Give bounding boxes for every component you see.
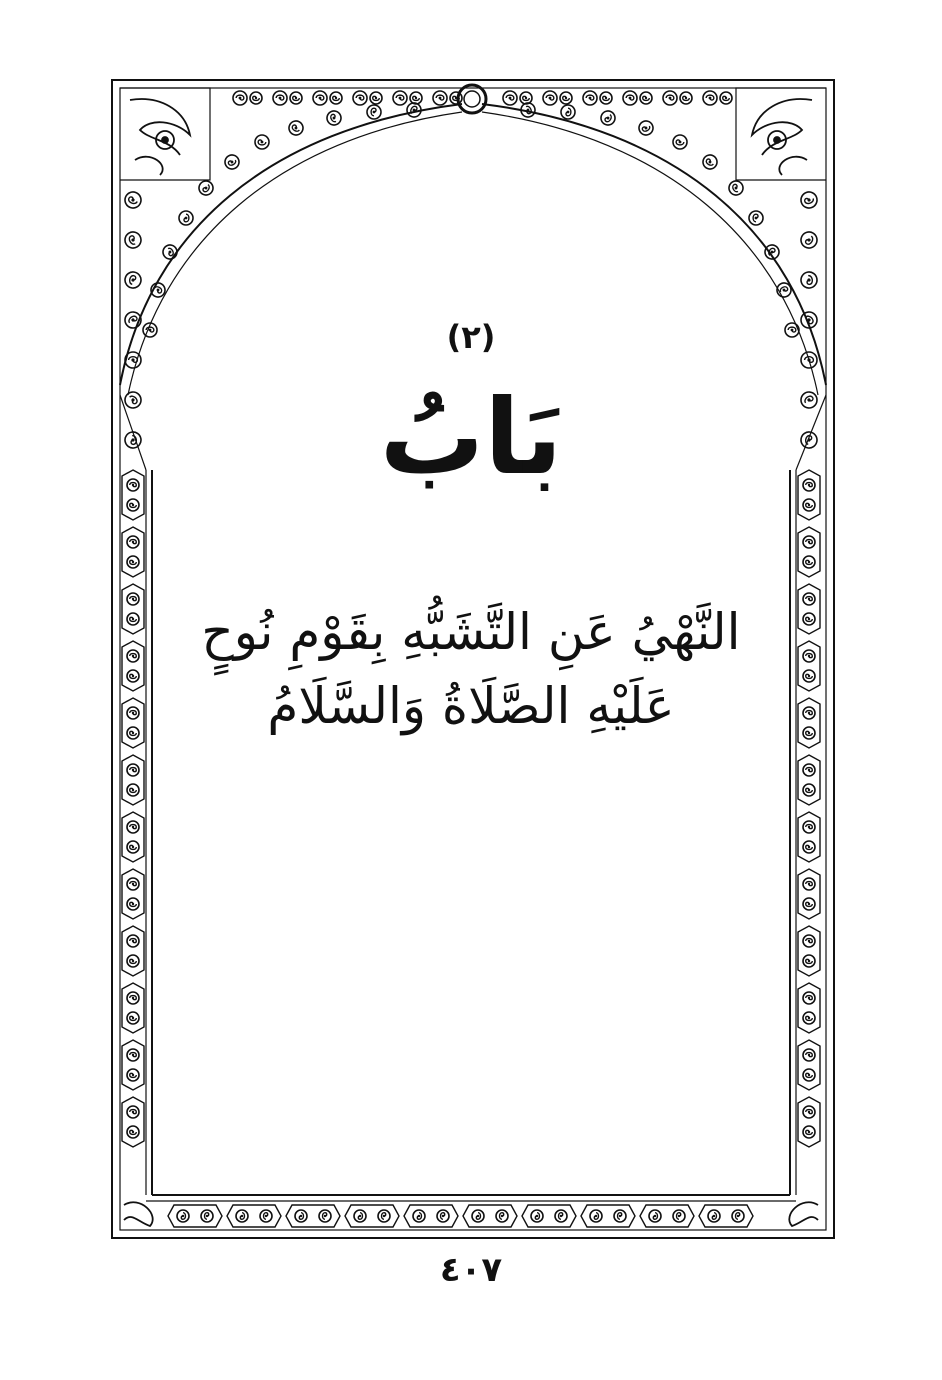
- arabesque-scroll-icon: [378, 1210, 390, 1222]
- bottom-left-corner-flourish: [124, 1202, 153, 1226]
- arabesque-scroll-icon: [127, 536, 139, 548]
- arabesque-scroll-icon: [127, 992, 139, 1004]
- arabesque-scroll-icon: [803, 955, 815, 967]
- arabesque-scroll-icon: [319, 1210, 331, 1222]
- arabesque-scroll-icon: [127, 898, 139, 910]
- arabesque-scroll-icon: [177, 1210, 189, 1222]
- arabesque-scroll-icon: [367, 105, 381, 119]
- page-number: ٤٠٧: [439, 1250, 503, 1290]
- arabesque-scroll-icon: [196, 178, 215, 197]
- arabesque-scroll-icon: [803, 536, 815, 548]
- arabesque-scroll-icon: [561, 105, 575, 119]
- arabesque-scroll-icon: [437, 1210, 449, 1222]
- arabesque-scroll-icon: [590, 1210, 602, 1222]
- arabesque-scroll-icon: [803, 556, 815, 568]
- arabesque-scroll-icon: [127, 1012, 139, 1024]
- arabesque-scroll-icon: [127, 955, 139, 967]
- arabesque-scroll-icon: [803, 1126, 815, 1138]
- arabesque-scroll-icon: [803, 821, 815, 833]
- arabesque-scroll-icon: [636, 118, 655, 137]
- arabesque-scroll-icon: [413, 1210, 425, 1222]
- arabesque-scroll-icon: [127, 1126, 139, 1138]
- arabesque-scroll-icon: [295, 1210, 307, 1222]
- arabesque-scroll-icon: [127, 878, 139, 890]
- arabesque-scroll-icon: [353, 91, 367, 105]
- arabesque-scroll-icon: [393, 91, 407, 105]
- bottom-right-corner-flourish: [789, 1202, 818, 1226]
- arabesque-scroll-icon: [803, 1049, 815, 1061]
- arabesque-scroll-icon: [555, 1210, 567, 1222]
- arabesque-scroll-icon: [127, 1069, 139, 1081]
- top-right-corner-flourish: [752, 99, 812, 175]
- arabesque-scroll-icon: [503, 91, 517, 105]
- arabesque-scroll-icon: [370, 92, 382, 104]
- arabesque-scroll-icon: [583, 91, 597, 105]
- arabesque-scroll-icon: [700, 152, 719, 171]
- arabesque-scroll-icon: [127, 499, 139, 511]
- arch-ornament-band: [143, 100, 799, 337]
- arabesque-scroll-icon: [800, 271, 819, 290]
- arabesque-scroll-icon: [201, 1210, 213, 1222]
- arabesque-scroll-icon: [127, 821, 139, 833]
- arabesque-scroll-icon: [798, 229, 820, 251]
- arabesque-scroll-icon: [803, 1012, 815, 1024]
- arabesque-scroll-icon: [649, 1210, 661, 1222]
- arabesque-scroll-icon: [598, 108, 617, 127]
- arabesque-scroll-icon: [803, 764, 815, 776]
- arabesque-scroll-icon: [708, 1210, 720, 1222]
- arabesque-scroll-icon: [160, 242, 179, 261]
- top-left-corner-flourish: [130, 99, 190, 175]
- arabesque-scroll-icon: [250, 92, 262, 104]
- arabesque-scroll-icon: [123, 190, 144, 211]
- arabesque-scroll-icon: [803, 898, 815, 910]
- arabesque-scroll-icon: [222, 152, 241, 171]
- arabesque-scroll-icon: [472, 1210, 484, 1222]
- arabesque-scroll-icon: [354, 1210, 366, 1222]
- chapter-title-line-1: النَّهْيُ عَنِ التَّشَبُّهِ بِقَوْمِ نُوحٍ: [201, 603, 741, 661]
- arabesque-scroll-icon: [127, 935, 139, 947]
- arabesque-scroll-icon: [614, 1210, 626, 1222]
- arabesque-scroll-icon: [260, 1210, 272, 1222]
- arabesque-scroll-icon: [313, 91, 327, 105]
- arabesque-scroll-icon: [803, 992, 815, 1004]
- arabesque-scroll-icon: [560, 92, 572, 104]
- arabesque-scroll-icon: [673, 1210, 685, 1222]
- arabesque-scroll-icon: [433, 91, 447, 105]
- arabesque-scroll-icon: [127, 556, 139, 568]
- arabesque-scroll-icon: [640, 92, 652, 104]
- arabesque-scroll-icon: [531, 1210, 543, 1222]
- arabesque-scroll-icon: [520, 92, 532, 104]
- arabesque-scroll-icon: [148, 280, 167, 299]
- arabesque-scroll-icon: [273, 91, 287, 105]
- arabesque-scroll-icon: [774, 280, 793, 299]
- arabesque-scroll-icon: [124, 271, 143, 290]
- arabesque-scroll-icon: [127, 764, 139, 776]
- arabesque-scroll-icon: [673, 135, 687, 149]
- arabesque-scroll-icon: [803, 784, 815, 796]
- arabesque-scroll-icon: [680, 92, 692, 104]
- arabesque-scroll-icon: [127, 841, 139, 853]
- arabesque-scroll-icon: [233, 91, 247, 105]
- arabesque-scroll-icon: [799, 190, 820, 211]
- chapter-heading: بَابُ: [379, 376, 563, 498]
- arabesque-scroll-icon: [127, 784, 139, 796]
- arabesque-scroll-icon: [600, 92, 612, 104]
- arabesque-scroll-icon: [732, 1210, 744, 1222]
- arabesque-scroll-icon: [122, 229, 144, 251]
- arabesque-scroll-icon: [749, 211, 763, 225]
- arabesque-scroll-icon: [803, 1106, 815, 1118]
- arabesque-scroll-icon: [450, 92, 462, 104]
- arabesque-scroll-icon: [330, 92, 342, 104]
- bottom-ornament-band: [168, 1205, 753, 1227]
- arabesque-scroll-icon: [803, 935, 815, 947]
- arabesque-scroll-icon: [663, 91, 677, 105]
- arabesque-scroll-icon: [703, 91, 717, 105]
- arabesque-scroll-icon: [720, 92, 732, 104]
- top-ornament-band: [233, 91, 732, 105]
- arabesque-scroll-icon: [623, 91, 637, 105]
- arabesque-scroll-icon: [726, 178, 745, 197]
- arabesque-scroll-icon: [236, 1210, 248, 1222]
- chapter-title-line-2: عَلَيْهِ الصَّلَاةُ وَالسَّلَامُ: [267, 677, 675, 735]
- arabesque-scroll-icon: [127, 1049, 139, 1061]
- arabesque-scroll-icon: [518, 100, 537, 119]
- arabesque-scroll-icon: [410, 92, 422, 104]
- arabesque-scroll-icon: [127, 1106, 139, 1118]
- arabesque-scroll-icon: [290, 92, 302, 104]
- arabesque-scroll-icon: [803, 841, 815, 853]
- arabesque-scroll-icon: [543, 91, 557, 105]
- arabesque-scroll-icon: [803, 1069, 815, 1081]
- arabesque-scroll-icon: [286, 118, 305, 137]
- arabesque-scroll-icon: [803, 878, 815, 890]
- arabesque-scroll-icon: [496, 1210, 508, 1222]
- arabesque-scroll-icon: [404, 100, 423, 119]
- arabesque-scroll-icon: [255, 135, 269, 149]
- chapter-number: (٢): [446, 318, 496, 356]
- arabesque-scroll-icon: [179, 211, 193, 225]
- arabesque-scroll-icon: [324, 108, 343, 127]
- arabesque-scroll-icon: [803, 499, 815, 511]
